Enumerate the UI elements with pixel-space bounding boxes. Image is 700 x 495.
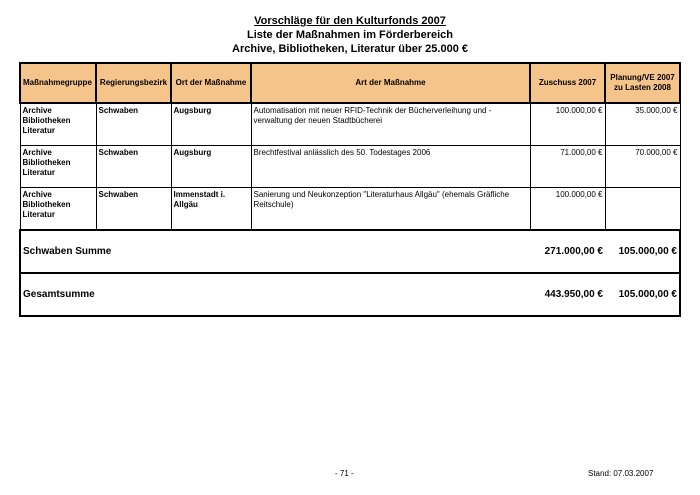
total-sum-planung: 105.000,00 € [605, 273, 680, 316]
page-number: - 71 - [335, 469, 354, 478]
cell-ort: Augsburg [171, 146, 251, 188]
cell-zuschuss: 100.000,00 € [530, 188, 605, 231]
header-zuschuss: Zuschuss 2007 [530, 63, 605, 103]
table-header-row [20, 63, 680, 103]
cell-bezirk: Schwaben [96, 146, 171, 188]
cell-gruppe: Archive Bibliotheken Literatur [20, 103, 96, 146]
cell-planung: 70.000,00 € [605, 146, 680, 188]
cell-planung: 35.000,00 € [605, 103, 680, 146]
cell-art: Automatisation mit neuer RFID-Technik der Bücherverleihung und -verwaltung der neuen Stadtbücherei [251, 103, 530, 146]
cell-gruppe: Archive Bibliotheken Literatur [20, 188, 96, 231]
schwaben-sum-label: Schwaben Summe [20, 230, 530, 273]
stand-date: Stand: 07.03.2007 [588, 469, 654, 478]
title-line-3: Archive, Bibliotheken, Literatur über 25.000 € [232, 43, 468, 55]
cell-bezirk: Schwaben [96, 188, 171, 231]
table-row [20, 188, 680, 231]
schwaben-sum-zuschuss: 271.000,00 € [530, 230, 605, 273]
header-art: Art der Maßnahme [251, 63, 530, 103]
header-gruppe: Maßnahmegruppe [20, 63, 96, 103]
cell-ort: Immenstadt i. Allgäu [171, 188, 251, 231]
header-planung: Planung/VE 2007 zu Lasten 2008 [605, 63, 680, 103]
cell-bezirk: Schwaben [96, 103, 171, 146]
cell-zuschuss: 100.000,00 € [530, 103, 605, 146]
cell-art: Brechtfestival anlässlich des 50. Todestages 2006 [251, 146, 530, 188]
total-sum-zuschuss: 443.950,00 € [530, 273, 605, 316]
schwaben-sum-planung: 105.000,00 € [605, 230, 680, 273]
cell-zuschuss: 71.000,00 € [530, 146, 605, 188]
table-row [20, 103, 680, 146]
cell-planung [605, 188, 680, 231]
cell-ort: Augsburg [171, 103, 251, 146]
document-title [0, 14, 700, 56]
cell-art: Sanierung und Neukonzeption "Literaturhaus Allgäu" (ehemals Gräfliche Reitschule) [251, 188, 530, 231]
title-line-2: Liste der Maßnahmen im Förderbereich [247, 29, 453, 41]
header-bezirk: Regierungsbezirk [96, 63, 171, 103]
measures-table [19, 62, 681, 317]
total-sum-row [20, 273, 680, 316]
table-row [20, 146, 680, 188]
title-line-1: Vorschläge für den Kulturfonds 2007 [254, 15, 446, 27]
total-sum-label: Gesamtsumme [20, 273, 530, 316]
header-ort: Ort der Maßnahme [171, 63, 251, 103]
schwaben-sum-row [20, 230, 680, 273]
cell-gruppe: Archive Bibliotheken Literatur [20, 146, 96, 188]
